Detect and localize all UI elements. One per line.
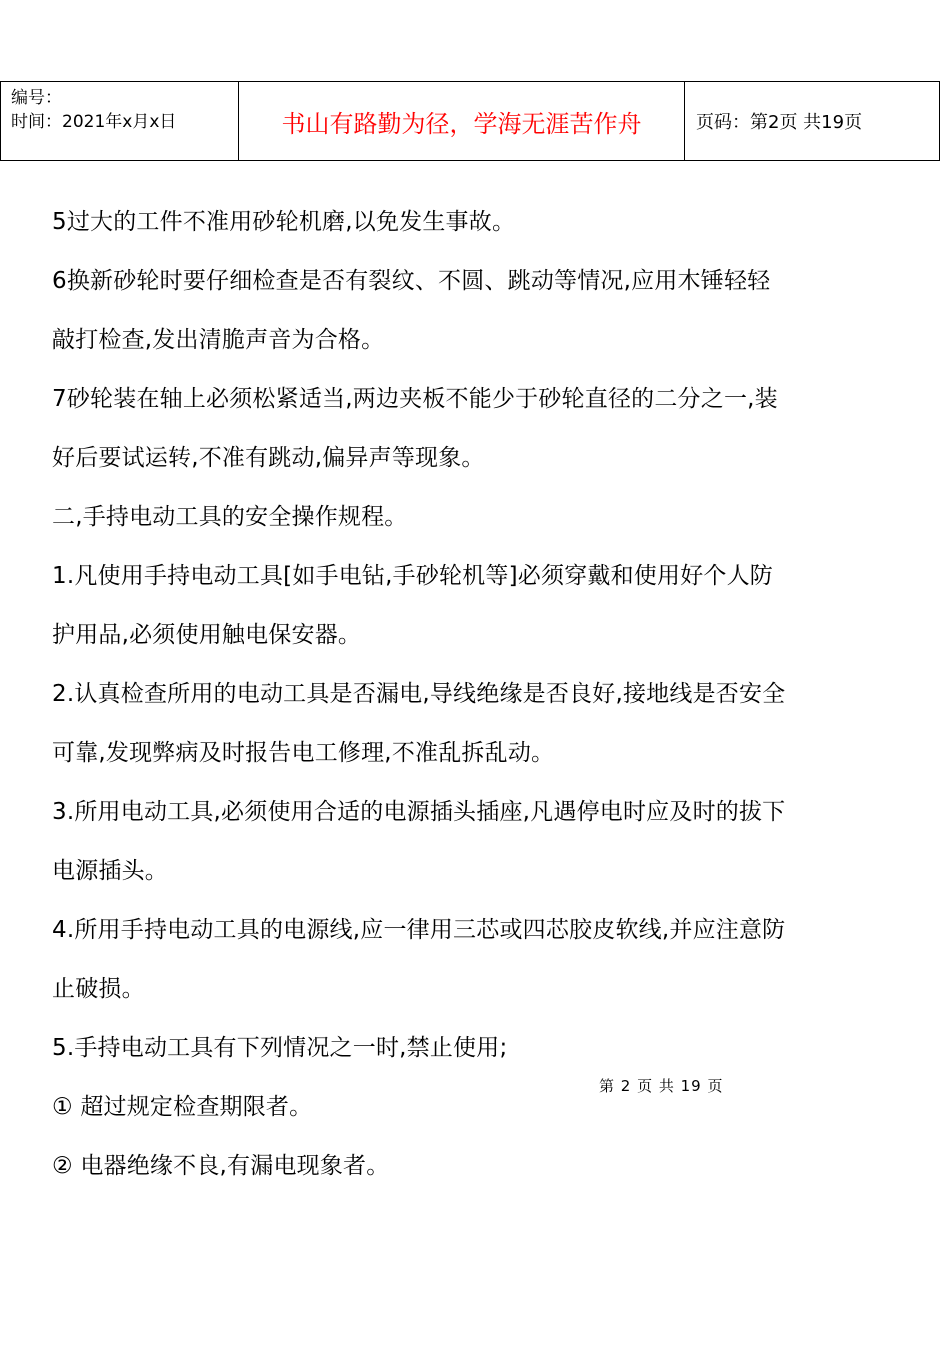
body-line: 5过大的工件不准用砂轮机磨,以免发生事故。 <box>52 209 516 235</box>
body-line: 敲打检查,发出清脆声音为合格。 <box>52 327 385 353</box>
date-label: 时间：2021年x月x日 <box>11 112 177 132</box>
body-line: 7砂轮装在轴上必须松紧适当,两边夹板不能少于砂轮直径的二分之一,装 <box>52 386 778 412</box>
section-heading: 二,手持电动工具的安全操作规程。 <box>52 504 408 530</box>
body-line: ② 电器绝缘不良,有漏电现象者。 <box>52 1153 390 1179</box>
body-line: 可靠,发现弊病及时报告电工修理,不准乱拆乱动。 <box>52 740 555 766</box>
body-line: 1.凡使用手持电动工具[如手电钻,手砂轮机等]必须穿戴和使用好个人防 <box>52 563 774 589</box>
page-footer: 第 2 页 共 19 页 <box>599 1077 724 1095</box>
body-line: 2.认真检查所用的电动工具是否漏电,导线绝缘是否良好,接地线是否安全 <box>52 681 786 707</box>
body-line: ① 超过规定检查期限者。 <box>52 1094 313 1120</box>
document-header <box>0 81 940 161</box>
header-meta-cell <box>1 82 239 160</box>
body-line: 3.所用电动工具,必须使用合适的电源插头插座,凡遇停电时应及时的拔下 <box>52 799 786 825</box>
page-label: 页码：第2页 共19页 <box>696 112 863 133</box>
body-line: 5.手持电动工具有下列情况之一时,禁止使用; <box>52 1035 508 1061</box>
document-body <box>52 193 892 1196</box>
body-line: 止破损。 <box>52 976 145 1002</box>
body-line: 好后要试运转,不准有跳动,偏异声等现象。 <box>52 445 485 471</box>
header-page-cell <box>685 82 939 160</box>
body-line: 护用品,必须使用触电保安器。 <box>52 622 362 648</box>
body-line: 4.所用手持电动工具的电源线,应一律用三芯或四芯胶皮软线,并应注意防 <box>52 917 786 943</box>
motto-text: 书山有路勤为径，学海无涯苦作舟 <box>281 109 642 138</box>
body-line: 6换新砂轮时要仔细检查是否有裂纹、不圆、跳动等情况,应用木锤轻轻 <box>52 268 771 294</box>
number-label: 编号： <box>11 88 62 108</box>
body-line: 电源插头。 <box>52 858 168 884</box>
header-motto-cell <box>239 82 685 160</box>
